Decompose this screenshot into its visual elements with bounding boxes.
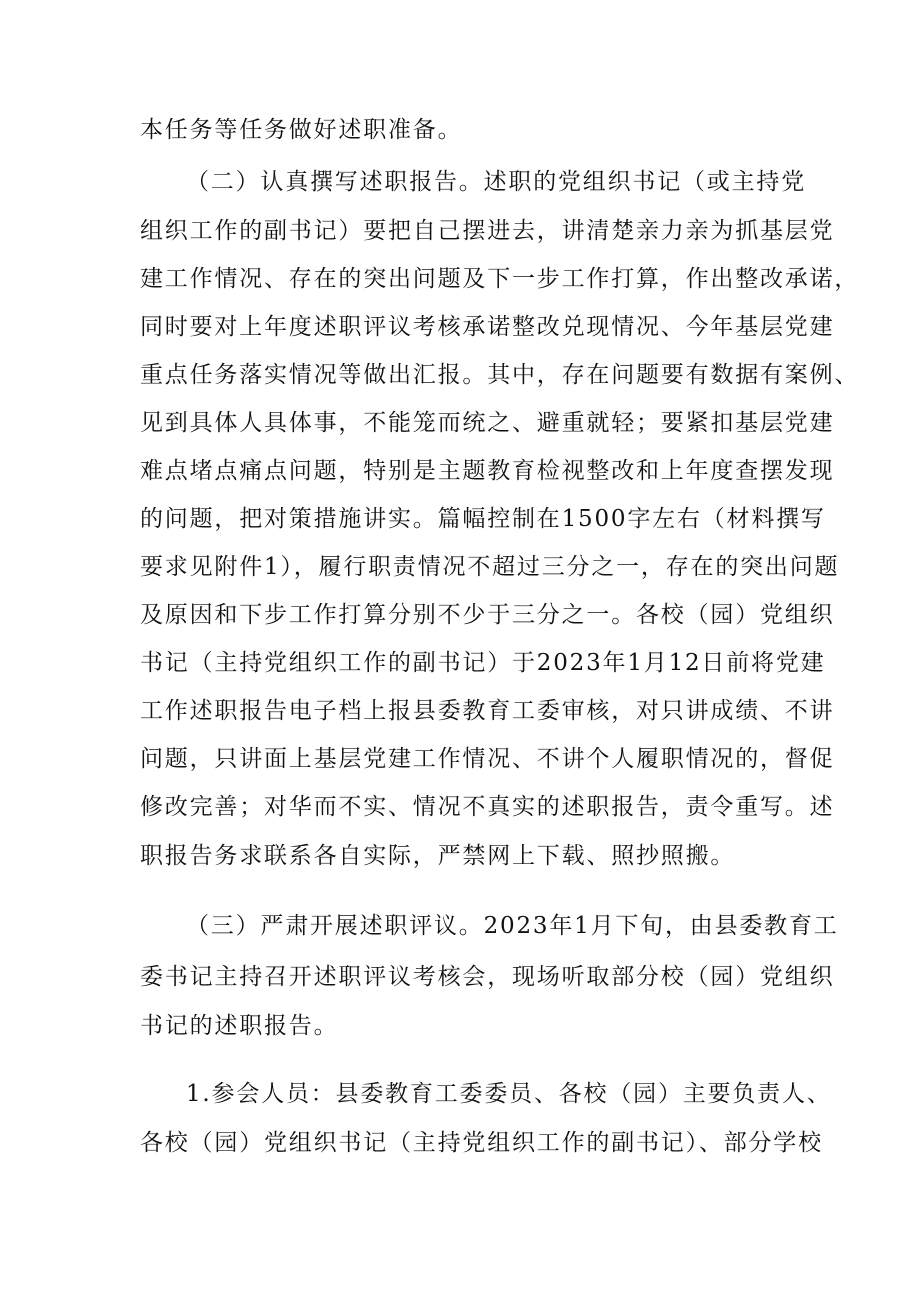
text-line: 各校（园）党组织书记（主持党组织工作的副书记）、部分学校 xyxy=(140,1130,823,1156)
text-line: 委书记主持召开述职评议考核会，现场听取部分校（园）党组织 xyxy=(140,964,835,990)
text-line: 本任务等任务做好述职准备。 xyxy=(140,117,463,143)
text-line: 的问题，把对策措施讲实。篇幅控制在1500字左右（材料撰写 xyxy=(140,506,826,532)
text-line: 组织工作的副书记）要把自己摆进去，讲清楚亲力亲为抓基层党 xyxy=(140,218,835,244)
text-line: 见到具体人具体事，不能笼而统之、避重就轻；要紧扣基层党建 xyxy=(140,410,835,436)
text-line: 建工作情况、存在的突出问题及下一步工作打算，作出整改承诺， xyxy=(140,266,860,292)
text-line: 工作述职报告电子档上报县委教育工委审核，对只讲成绩、不讲 xyxy=(140,698,835,724)
text-line: 职报告务求联系各自实际，严禁网上下载、照抄照搬。 xyxy=(140,843,736,869)
text-line: 及原因和下步工作打算分别不少于三分之一。各校（园）党组织 xyxy=(140,602,835,628)
section-heading-line: （三）严肃开展述职评议。2023年1月下旬，由县委教育工 xyxy=(186,913,839,939)
text-line: 修改完善；对华而不实、情况不真实的述职报告，责令重写。述 xyxy=(140,794,835,820)
list-item-line: 1.参会人员：县委教育工委委员、各校（园）主要负责人、 xyxy=(186,1081,832,1107)
text-line: 同时要对上年度述职评议考核承诺整改兑现情况、今年基层党建 xyxy=(140,314,835,340)
text-line: 难点堵点痛点问题，特别是主题教育检视整改和上年度查摆发现 xyxy=(140,458,835,484)
text-line: 重点任务落实情况等做出汇报。其中，存在问题要有数据有案例、 xyxy=(140,362,860,388)
section-heading-line: （二）认真撰写述职报告。述职的党组织书记（或主持党 xyxy=(186,169,806,195)
text-line: 书记（主持党组织工作的副书记）于2023年1月12日前将党建 xyxy=(140,650,826,676)
text-line: 要求见附件1），履行职责情况不超过三分之一，存在的突出问题 xyxy=(140,554,840,580)
text-line: 问题，只讲面上基层党建工作情况、不讲个人履职情况的，督促 xyxy=(140,746,835,772)
text-line: 书记的述职报告。 xyxy=(140,1013,339,1039)
